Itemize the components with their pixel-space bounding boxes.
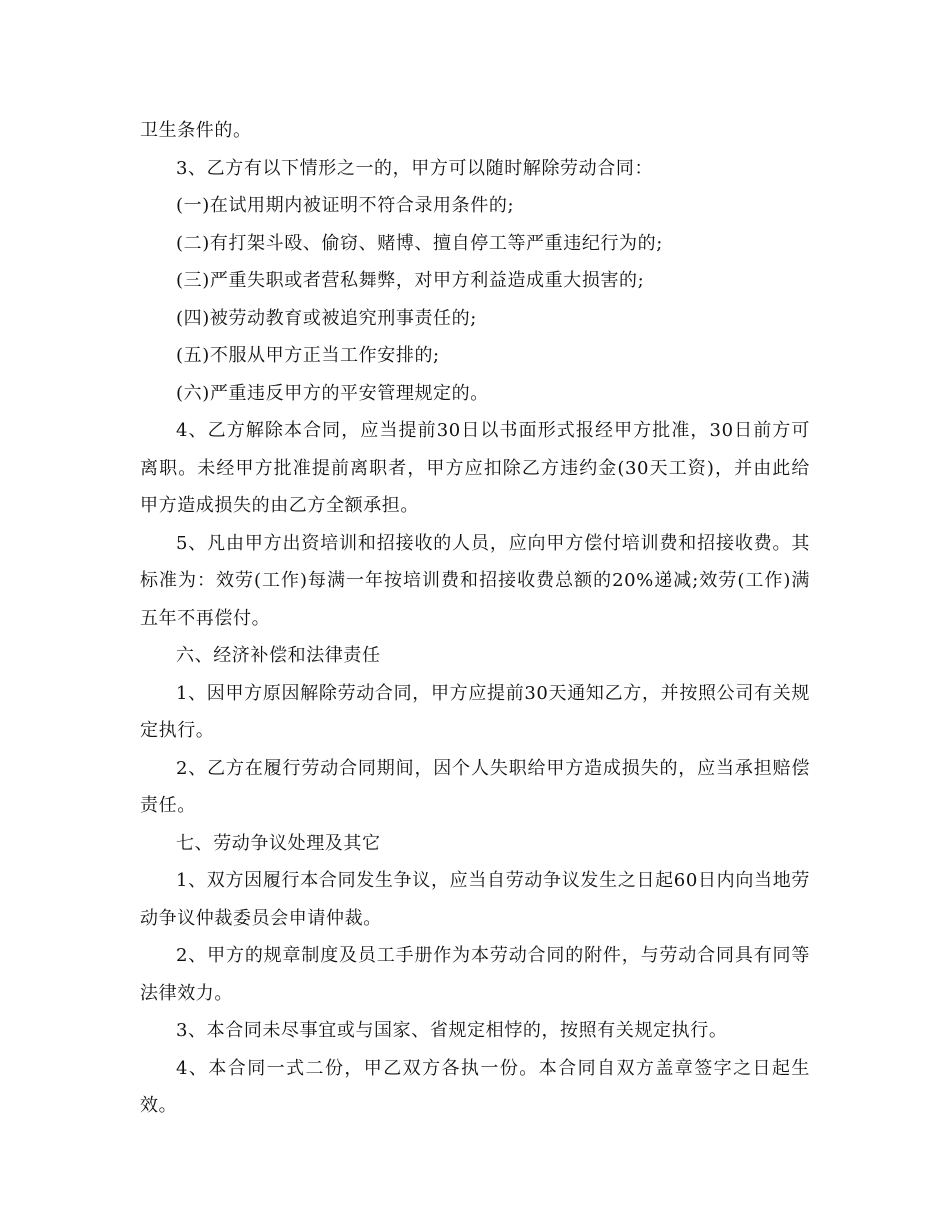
- compensation-clause-2: 2、乙方在履行劳动合同期间，因个人失职给甲方造成损失的，应当承担赔偿责任。: [140, 757, 810, 816]
- disputes-clause-2: 2、甲方的规章制度及员工手册作为本劳动合同的附件，与劳动合同具有同等法律效力。: [140, 945, 810, 1004]
- section-heading-disputes: 七、劳动争议处理及其它: [176, 832, 381, 854]
- clause-3-item-4: (四)被劳动教育或被追究刑事责任的;: [176, 307, 477, 329]
- disputes-clause-1: 1、双方因履行本合同发生争议，应当自劳动争议发生之日起60日内向当地劳动争议仲裁委员会申请仲裁。: [140, 870, 810, 929]
- disputes-clause-3: 3、本合同未尽事宜或与国家、省规定相悖的，按照有关规定执行。: [176, 1020, 728, 1041]
- clause-3-item-2: (二)有打架斗殴、偷窃、赌博、擅自停工等严重违纪行为的;: [176, 232, 663, 254]
- clause-3-termination: 3、乙方有以下情形之一的，甲方可以随时解除劳动合同：: [176, 157, 654, 179]
- section-heading-compensation: 六、经济补偿和法律责任: [176, 645, 381, 666]
- document-body: [140, 112, 810, 1125]
- clause-5-training-fees: 5、凡由甲方出资培训和招接收的人员，应向甲方偿付培训费和招接收费。其标准为：效劳(工作)每满一年按培训费和招接收费总额的20%递减;效劳(工作)满五年不再偿付。: [140, 532, 810, 629]
- clause-3-item-3: (三)严重失职或者营私舞弊，对甲方利益造成重大损害的;: [176, 270, 645, 291]
- clause-3-item-5: (五)不服从甲方正当工作安排的;: [176, 345, 440, 366]
- compensation-clause-1: 1、因甲方原因解除劳动合同，甲方应提前30天通知乙方，并按照公司有关规定执行。: [140, 682, 810, 741]
- clause-4-resignation: 4、乙方解除本合同，应当提前30日以书面形式报经甲方批准，30日前方可离职。未经甲方批准提前离职者，甲方应扣除乙方违约金(30天工资)，并由此给甲方造成损失的由乙方全额承担。: [140, 420, 810, 516]
- paragraph-continuation: 卫生条件的。: [140, 120, 252, 141]
- disputes-clause-4: 4、本合同一式二份，甲乙双方各执一份。本合同自双方盖章签字之日起生效。: [140, 1057, 810, 1116]
- clause-3-item-1: (一)在试用期内被证明不符合录用条件的;: [176, 195, 515, 216]
- clause-3-item-6: (六)严重违反甲方的平安管理规定的。: [176, 382, 489, 404]
